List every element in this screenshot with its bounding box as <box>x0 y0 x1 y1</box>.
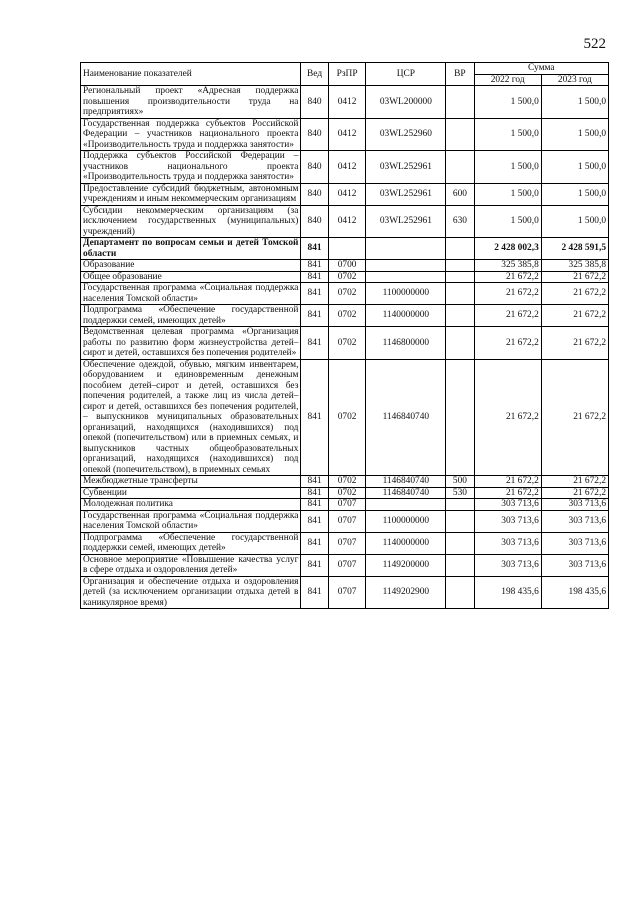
row-ved: 841 <box>301 283 328 305</box>
row-ved: 840 <box>301 151 328 184</box>
row-vr <box>446 151 474 184</box>
table-row <box>81 476 609 488</box>
row-name: Ведомственная целевая программа «Организация работы по развитию форм жизнеустройства детей–сирот и детей, оставшихся без попечения родителей» <box>81 327 301 360</box>
table-row <box>81 205 609 238</box>
header-name: Наименование показателей <box>81 63 301 86</box>
row-csr: 1146840740 <box>366 487 446 499</box>
row-csr <box>366 260 446 272</box>
row-rzpr: 0412 <box>328 118 366 151</box>
row-vr <box>446 499 474 511</box>
row-sum-2022: 21 672,2 <box>474 327 541 360</box>
row-rzpr: 0700 <box>328 260 366 272</box>
row-csr: 1149200000 <box>366 554 446 576</box>
row-sum-2022: 1 500,0 <box>474 205 541 238</box>
header-vr: ВР <box>446 63 474 86</box>
row-sum-2022: 198 435,6 <box>474 576 541 609</box>
row-csr: 03WL252961 <box>366 205 446 238</box>
header-rzpr: РзПР <box>328 63 366 86</box>
row-ved: 841 <box>301 305 328 327</box>
row-vr <box>446 554 474 576</box>
row-csr <box>366 271 446 283</box>
row-sum-2022: 21 672,2 <box>474 305 541 327</box>
row-rzpr: 0702 <box>328 487 366 499</box>
table-row <box>81 118 609 151</box>
row-rzpr: 0702 <box>328 305 366 327</box>
page-number: 522 <box>583 36 606 52</box>
row-vr <box>446 118 474 151</box>
row-name: Департамент по вопросам семьи и детей Томской области <box>81 238 301 260</box>
row-sum-2023: 1 500,0 <box>541 118 608 151</box>
table-row <box>81 359 609 476</box>
row-sum-2023: 1 500,0 <box>541 183 608 205</box>
budget-table <box>80 62 609 609</box>
row-ved: 841 <box>301 260 328 272</box>
row-sum-2023: 1 500,0 <box>541 205 608 238</box>
row-vr <box>446 86 474 119</box>
table-row <box>81 151 609 184</box>
row-rzpr: 0707 <box>328 554 366 576</box>
row-name: Подпрограмма «Обеспечение государственной поддержки семей, имеющих детей» <box>81 532 301 554</box>
row-name: Организация и обеспечение отдыха и оздоровления детей (за исключением организации отдыха детей в каникулярное время) <box>81 576 301 609</box>
row-sum-2022: 21 672,2 <box>474 271 541 283</box>
row-ved: 841 <box>301 327 328 360</box>
row-name: Образование <box>81 260 301 272</box>
row-sum-2022: 325 385,8 <box>474 260 541 272</box>
row-sum-2023: 198 435,6 <box>541 576 608 609</box>
row-sum-2022: 1 500,0 <box>474 151 541 184</box>
row-ved: 840 <box>301 183 328 205</box>
row-name: Молодежная политика <box>81 499 301 511</box>
row-sum-2022: 21 672,2 <box>474 476 541 488</box>
row-ved: 841 <box>301 510 328 532</box>
row-csr <box>366 238 446 260</box>
row-sum-2023: 21 672,2 <box>541 305 608 327</box>
table-row <box>81 238 609 260</box>
row-csr: 1100000000 <box>366 510 446 532</box>
table-row <box>81 305 609 327</box>
table-body <box>81 86 609 609</box>
row-name: Государственная программа «Социальная поддержка населения Томской области» <box>81 510 301 532</box>
row-sum-2023: 1 500,0 <box>541 151 608 184</box>
table-row <box>81 271 609 283</box>
table-row <box>81 487 609 499</box>
row-vr: 630 <box>446 205 474 238</box>
header-csr: ЦСР <box>366 63 446 86</box>
row-rzpr: 0702 <box>328 359 366 476</box>
row-ved: 841 <box>301 476 328 488</box>
table-row <box>81 554 609 576</box>
row-sum-2022: 21 672,2 <box>474 359 541 476</box>
row-sum-2023: 325 385,8 <box>541 260 608 272</box>
row-csr: 1140000000 <box>366 305 446 327</box>
row-csr: 03WL200000 <box>366 86 446 119</box>
row-ved: 840 <box>301 205 328 238</box>
row-sum-2022: 1 500,0 <box>474 86 541 119</box>
row-vr <box>446 238 474 260</box>
row-csr: 1146840740 <box>366 476 446 488</box>
row-vr: 500 <box>446 476 474 488</box>
row-sum-2023: 21 672,2 <box>541 271 608 283</box>
row-rzpr: 0702 <box>328 327 366 360</box>
row-vr <box>446 359 474 476</box>
row-name: Основное мероприятие «Повышение качества услуг в сфере отдыха и оздоровления детей» <box>81 554 301 576</box>
row-rzpr: 0707 <box>328 510 366 532</box>
row-sum-2023: 21 672,2 <box>541 283 608 305</box>
row-sum-2023: 2 428 591,5 <box>541 238 608 260</box>
table-row <box>81 183 609 205</box>
row-rzpr: 0702 <box>328 476 366 488</box>
row-vr <box>446 532 474 554</box>
row-name: Государственная программа «Социальная поддержка населения Томской области» <box>81 283 301 305</box>
row-ved: 841 <box>301 359 328 476</box>
row-rzpr: 0702 <box>328 283 366 305</box>
row-sum-2023: 21 672,2 <box>541 327 608 360</box>
row-rzpr: 0412 <box>328 205 366 238</box>
row-rzpr: 0412 <box>328 86 366 119</box>
row-name: Обеспечение одеждой, обувью, мягким инвентарем, оборудованием и единовременным денежным пособием детей–сирот и детей, оставшихся без попечения родителей, а также лиц из числа детей–сирот и детей, оставшихся без попечения родителей, – выпускников муниципальных образовательных организаций, находящихся (находившихся) под опекой (попечительством) или в приемных семьях, и выпускников частных общеобразовательных организаций, находящихся (находившихся) под опекой (попечительством), в приемных семьях <box>81 359 301 476</box>
row-csr: 1146840740 <box>366 359 446 476</box>
row-sum-2023: 303 713,6 <box>541 510 608 532</box>
row-rzpr: 0707 <box>328 576 366 609</box>
row-name: Межбюджетные трансферты <box>81 476 301 488</box>
row-sum-2023: 21 672,2 <box>541 476 608 488</box>
row-name: Поддержка субъектов Российской Федерации – участников национального проекта «Производительность труда и поддержка занятости» <box>81 151 301 184</box>
header-year-2022: 2022 год <box>474 74 541 86</box>
row-vr <box>446 260 474 272</box>
row-sum-2023: 1 500,0 <box>541 86 608 119</box>
row-name: Предоставление субсидий бюджетным, автономным учреждениям и иным некоммерческим организациям <box>81 183 301 205</box>
table-row <box>81 532 609 554</box>
row-sum-2022: 303 713,6 <box>474 554 541 576</box>
table-header-row <box>81 63 609 75</box>
row-vr <box>446 327 474 360</box>
row-name: Общее образование <box>81 271 301 283</box>
row-name: Субвенции <box>81 487 301 499</box>
table-row <box>81 283 609 305</box>
table-row <box>81 576 609 609</box>
row-ved: 841 <box>301 499 328 511</box>
row-ved: 841 <box>301 487 328 499</box>
row-ved: 841 <box>301 238 328 260</box>
row-ved: 841 <box>301 576 328 609</box>
table-row <box>81 260 609 272</box>
row-rzpr <box>328 238 366 260</box>
row-sum-2022: 303 713,6 <box>474 532 541 554</box>
row-csr: 1149202900 <box>366 576 446 609</box>
row-sum-2023: 21 672,2 <box>541 359 608 476</box>
row-ved: 841 <box>301 271 328 283</box>
row-vr: 600 <box>446 183 474 205</box>
row-vr <box>446 271 474 283</box>
row-ved: 841 <box>301 554 328 576</box>
row-rzpr: 0707 <box>328 499 366 511</box>
row-ved: 840 <box>301 86 328 119</box>
row-vr <box>446 510 474 532</box>
header-sum: Сумма <box>474 63 608 75</box>
header-year-2023: 2023 год <box>541 74 608 86</box>
row-vr <box>446 305 474 327</box>
row-name: Субсидии некоммерческим организациям (за исключением государственных (муниципальных) учреждений) <box>81 205 301 238</box>
row-csr: 03WL252960 <box>366 118 446 151</box>
row-sum-2022: 303 713,6 <box>474 510 541 532</box>
row-sum-2022: 1 500,0 <box>474 118 541 151</box>
row-rzpr: 0412 <box>328 151 366 184</box>
row-sum-2023: 21 672,2 <box>541 487 608 499</box>
row-sum-2022: 2 428 002,3 <box>474 238 541 260</box>
row-sum-2023: 303 713,6 <box>541 499 608 511</box>
row-rzpr: 0707 <box>328 532 366 554</box>
row-sum-2023: 303 713,6 <box>541 554 608 576</box>
row-sum-2022: 1 500,0 <box>474 183 541 205</box>
row-vr <box>446 576 474 609</box>
row-sum-2023: 303 713,6 <box>541 532 608 554</box>
header-ved: Вед <box>301 63 328 86</box>
row-name: Региональный проект «Адресная поддержка повышения производительности труда на предприятиях» <box>81 86 301 119</box>
table-row <box>81 86 609 119</box>
row-csr: 1140000000 <box>366 532 446 554</box>
row-csr <box>366 499 446 511</box>
row-vr <box>446 283 474 305</box>
row-csr: 03WL252961 <box>366 151 446 184</box>
row-ved: 841 <box>301 532 328 554</box>
row-sum-2022: 303 713,6 <box>474 499 541 511</box>
row-ved: 840 <box>301 118 328 151</box>
row-rzpr: 0412 <box>328 183 366 205</box>
row-name: Государственная поддержка субъектов Российской Федерации – участников национального проекта «Производительность труда и поддержка занятости» <box>81 118 301 151</box>
row-sum-2022: 21 672,2 <box>474 487 541 499</box>
row-vr: 530 <box>446 487 474 499</box>
row-name: Подпрограмма «Обеспечение государственной поддержки семей, имеющих детей» <box>81 305 301 327</box>
row-sum-2022: 21 672,2 <box>474 283 541 305</box>
table-row <box>81 499 609 511</box>
row-csr: 03WL252961 <box>366 183 446 205</box>
table-row <box>81 327 609 360</box>
row-csr: 1100000000 <box>366 283 446 305</box>
row-csr: 1146800000 <box>366 327 446 360</box>
table-row <box>81 510 609 532</box>
row-rzpr: 0702 <box>328 271 366 283</box>
